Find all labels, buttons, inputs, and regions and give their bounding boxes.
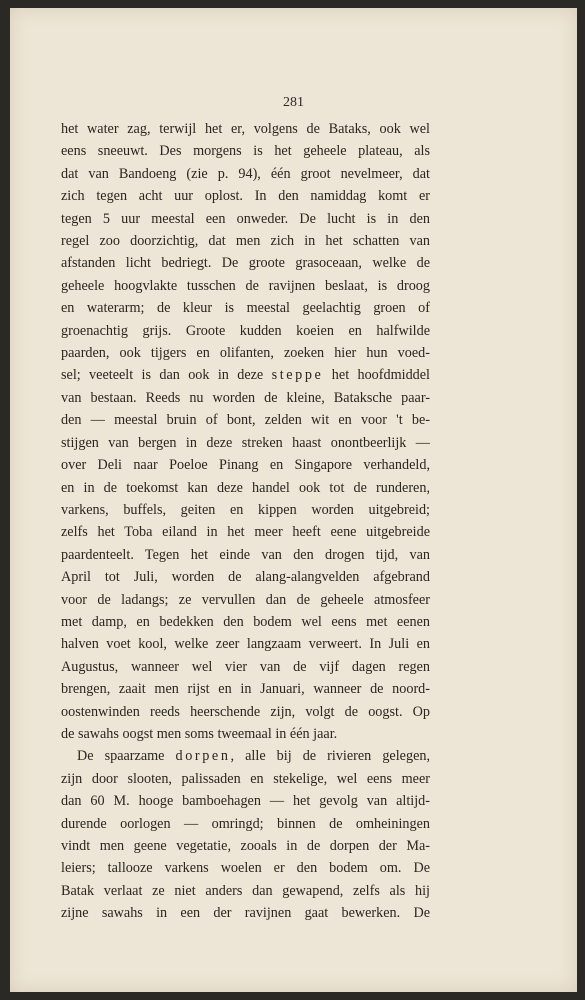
text-line: eens sneeuwt. Des morgens is het geheele plateau, als <box>61 143 430 160</box>
text-line: stijgen van bergen in deze streken haast onontbeerlijk — <box>61 434 430 451</box>
text-line: brengen, zaait men rijst en in Januari, wanneer de noord- <box>61 681 430 698</box>
text-line: en in de toekomst kan deze handel ook tot de runderen, <box>61 479 430 496</box>
text-line: vindt men geene vegetatie, zooals in de dorpen der Ma- <box>61 838 430 854</box>
text-line: tegen 5 uur meestal een onweder. De lucht is in den <box>61 210 430 227</box>
text-line <box>61 364 430 386</box>
letterspaced-term: steppe <box>271 367 324 384</box>
text-line: zijn door slooten, palissaden en stekelige, wel eens meer <box>61 770 430 787</box>
text-line: paarden, ook tijgers en olifanten, zoeken hier hun voed- <box>61 345 430 362</box>
text-segment: sel; veeteelt is dan ook in deze <box>61 367 272 384</box>
text-line: afstanden licht bedriegt. De groote grasoceaan, welke de <box>61 255 430 272</box>
text-segment: , alle bij de rivieren gelegen, <box>230 748 431 765</box>
text-line: het water zag, terwijl het er, volgens de Bataks, ook wel <box>61 121 430 137</box>
text-line: de sawahs oogst men soms tweemaal in één jaar. <box>61 725 338 742</box>
text-line: paardenteelt. Tegen het einde van den drogen tijd, van <box>61 546 430 563</box>
text-segment: De spaarzame <box>77 748 176 765</box>
text-line: halven voet kool, welke zeer langzaam verweert. In Juli en <box>61 636 430 653</box>
text-line: geheele hoogvlakte tusschen de ravijnen beslaat, is droog <box>61 277 430 294</box>
text-line <box>61 745 430 767</box>
text-line: van bestaan. Reeds nu worden de kleine, Bataksche paar- <box>61 389 430 406</box>
text-line: zich tegen acht uur oplost. In den namiddag komt er <box>61 188 430 205</box>
text-line: en waterarm; de kleur is meestal geelachtig groen of <box>61 300 430 317</box>
text-line: Augustus, wanneer wel vier van de vijf dagen regen <box>61 658 430 675</box>
text-line: regel zoo doorzichtig, dat men zich in het schatten van <box>61 233 430 250</box>
text-line: April tot Juli, worden de alang-alangvelden afgebrand <box>61 569 430 586</box>
text-line: groenachtig grijs. Groote kudden koeien en halfwilde <box>61 322 430 339</box>
body-text <box>61 118 430 925</box>
text-line: voor de ladangs; ze vervullen dan de geheele atmosfeer <box>61 591 430 608</box>
text-line: oostenwinden reeds heerschende zijn, volgt de oogst. Op <box>61 703 430 720</box>
text-line: dat van Bandoeng (zie p. 94), één groot nevelmeer, dat <box>61 165 430 182</box>
text-segment: het hoofdmiddel <box>323 367 430 384</box>
letterspaced-term: dorpen <box>175 748 231 765</box>
book-page <box>10 8 577 992</box>
text-line: zelfs het Toba eiland in het meer heeft eene uitgebreide <box>61 524 430 541</box>
text-line: over Deli naar Poeloe Pinang en Singapore verhandeld, <box>61 457 430 474</box>
page-number: 281 <box>283 95 304 110</box>
text-line: Batak verlaat ze niet anders dan gewapend, zelfs als hij <box>61 882 430 899</box>
text-line: varkens, buffels, geiten en kippen worden uitgebreid; <box>61 501 430 518</box>
text-line: zijne sawahs in een der ravijnen gaat bewerken. De <box>61 905 430 922</box>
text-line: leiers; tallooze varkens woelen er den bodem om. De <box>61 860 430 877</box>
text-line: met damp, en bedekken den bodem wel eens met eenen <box>61 613 430 630</box>
text-line: durende oorlogen — omringd; binnen de omheiningen <box>61 815 430 832</box>
text-line: den — meestal bruin of bont, zelden wit en voor 't be- <box>61 412 430 429</box>
text-line: dan 60 M. hooge bamboehagen — het gevolg van altijd- <box>61 793 430 810</box>
